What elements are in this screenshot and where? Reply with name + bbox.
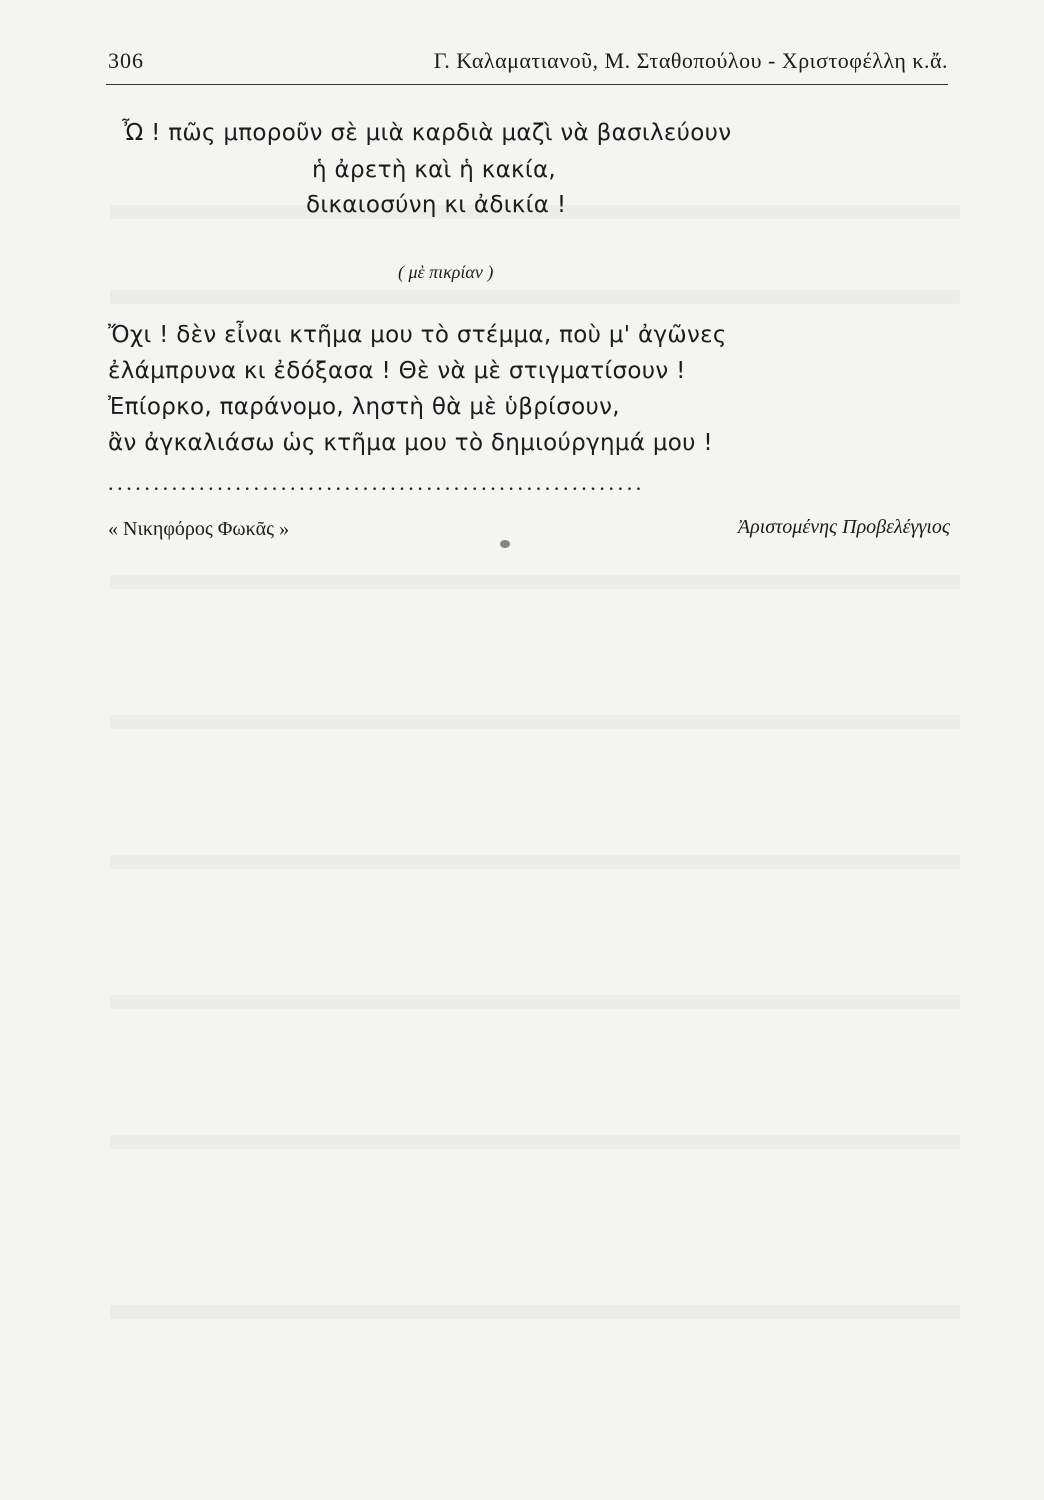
source-author: Ἀριστομένης Προβελέγγιος <box>737 516 950 538</box>
verse-line: ἐλάμπρυνα κι ἐδόξασα ! Θὲ νὰ μὲ στιγματίσουν ! <box>108 358 686 384</box>
bleed-through-line <box>110 855 960 869</box>
header-rule <box>106 84 948 85</box>
verse-line: ἂν ἀγκαλιάσω ὡς κτῆμα μου τὸ δημιούργημά μου ! <box>108 430 713 456</box>
dotted-separator: ........................................................... <box>108 470 645 495</box>
bleed-through-line <box>110 290 960 304</box>
bleed-through-line <box>110 1135 960 1149</box>
running-title: Γ. Καλαματιανοῦ, Μ. Σταθοπούλου - Χριστοφέλλη κ.ἄ. <box>433 48 948 73</box>
verse-line: Ἐπίορκο, παράνομο, ληστὴ θὰ μὲ ὑβρίσουν, <box>108 394 620 420</box>
ink-smudge <box>500 540 510 548</box>
bleed-through-line <box>110 995 960 1009</box>
verse-line: Ὄχι ! δὲν εἶναι κτῆμα μου τὸ στέμμα, ποὺ μ' ἀγῶνες <box>108 322 727 348</box>
bleed-through-line <box>110 1305 960 1319</box>
verse-line: δικαιοσύνη κι ἀδικία ! <box>306 192 567 218</box>
verse-line: Ὦ ! πῶς μποροῦν σὲ μιὰ καρδιὰ μαζὶ νὰ βασιλεύουν <box>122 120 732 146</box>
source-work-title: « Νικηφόρος Φωκᾶς » <box>108 518 290 540</box>
stage-direction: ( μὲ πικρίαν ) <box>398 262 494 282</box>
bleed-through-line <box>110 575 960 589</box>
verse-line: ἡ ἀρετὴ καὶ ἡ κακία, <box>312 157 557 183</box>
page-number: 306 <box>108 48 144 73</box>
bleed-through-line <box>110 715 960 729</box>
